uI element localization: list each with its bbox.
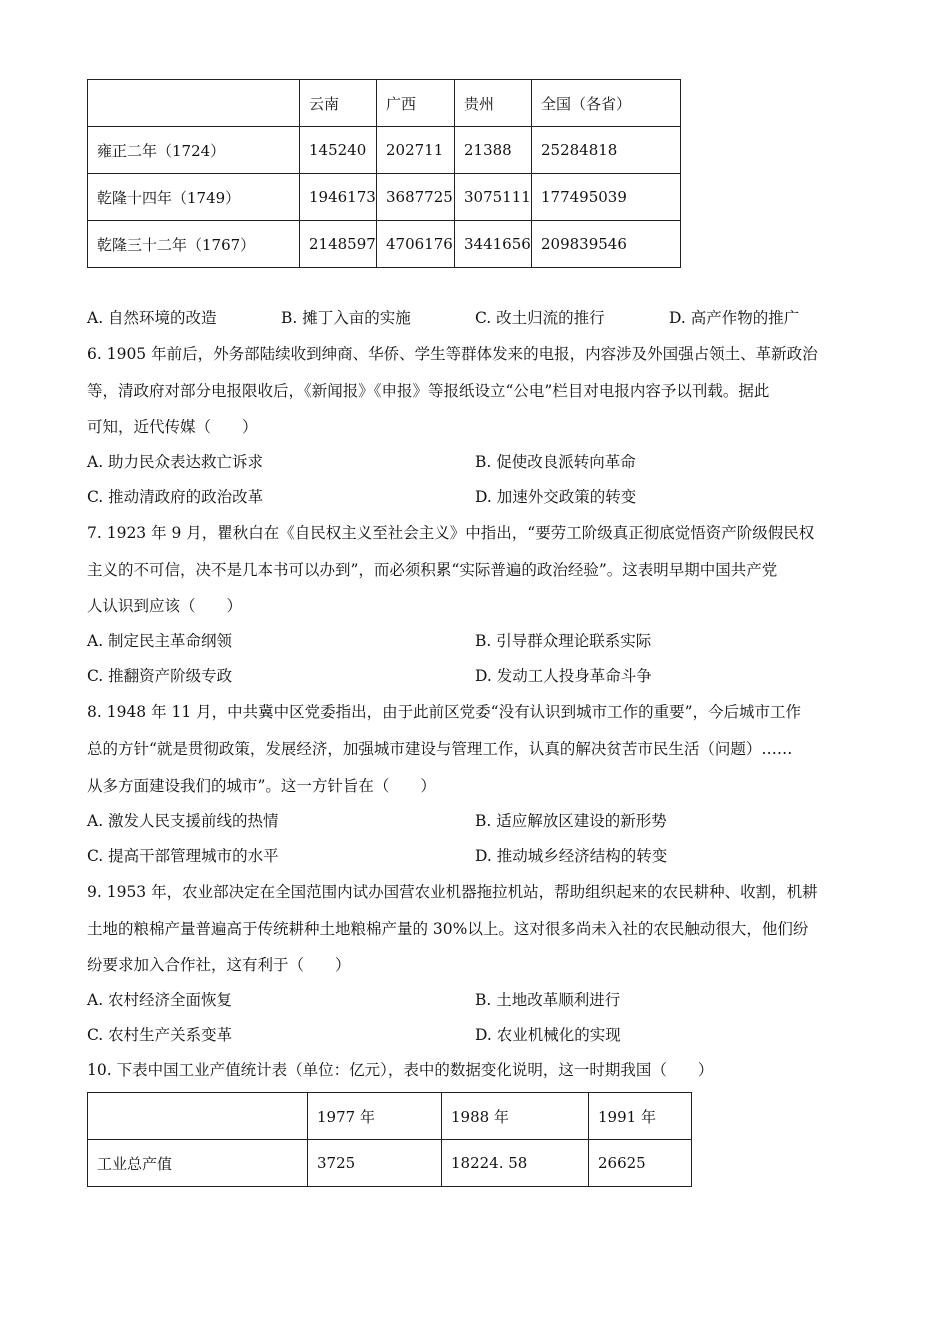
q9-stem-line: 土地的粮棉产量普遍高于传统耕种土地粮棉产量的 30%以上。这对很多尚未入社的农民触动很大，他们纷: [87, 920, 809, 938]
table-cell: 21388: [455, 127, 532, 174]
q7-stem-line: 主义的不可信，决不是几本书可以办到”，而必须积累“实际普遍的政治经验”。这表明早期中国共产党: [87, 561, 778, 579]
table-cell: 26625: [589, 1140, 692, 1187]
q10-stem: 10. 下表中国工业产值统计表（单位：亿元），表中的数据变化说明，这一时期我国（ ）: [87, 1061, 714, 1079]
table-header-cell: 广西: [377, 80, 455, 127]
option-c[interactable]: C. 农村生产关系变革: [87, 1026, 233, 1044]
table-cell: 25284818: [532, 127, 681, 174]
q6-stem-line: 6. 1905 年前后，外务部陆续收到绅商、华侨、学生等群体发来的电报，内容涉及外国强占领土、革新政治: [87, 345, 818, 363]
option-d[interactable]: D. 农业机械化的实现: [475, 1026, 621, 1044]
q7-stem-line: 7. 1923 年 9 月，瞿秋白在《自民权主义至社会主义》中指出，“要劳工阶级真正彻底觉悟资产阶级假民权: [87, 524, 815, 542]
table-cell: 3687725: [377, 174, 455, 221]
q9-options-row: [87, 989, 867, 1011]
q7-options-row: [87, 630, 867, 652]
table-cell: 3725: [308, 1140, 442, 1187]
table-header-cell: 云南: [300, 80, 377, 127]
option-d[interactable]: D. 发动工人投身革命斗争: [475, 667, 652, 685]
q6-stem-line: 等，清政府对部分电报限收后，《新闻报》《申报》等报纸设立“公电”栏目对电报内容予以刊载。据此: [87, 382, 770, 400]
option-b[interactable]: B. 适应解放区建设的新形势: [475, 812, 667, 830]
option-c[interactable]: C. 推动清政府的政治改革: [87, 488, 264, 506]
option-c[interactable]: C. 推翻资产阶级专政: [87, 667, 233, 685]
q7-options-row: [87, 665, 867, 687]
table-cell: 18224. 58: [442, 1140, 589, 1187]
q8-stem-line: 总的方针“就是贯彻政策，发展经济，加强城市建设与管理工作，认真的解决贫苦市民生活（问题）……: [87, 740, 793, 758]
q8-stem-line: 8. 1948 年 11 月，中共冀中区党委指出，由于此前区党委“没有认识到城市工作的重要”，今后城市工作: [87, 703, 802, 721]
table-header-row: [88, 80, 681, 127]
option-a[interactable]: A. 制定民主革命纲领: [87, 632, 233, 650]
table-header-cell: [88, 80, 300, 127]
option-b[interactable]: B. 土地改革顺利进行: [475, 991, 621, 1009]
table-cell: 202711: [377, 127, 455, 174]
table-row: [88, 221, 681, 268]
table-cell: 3075111: [455, 174, 532, 221]
option-a[interactable]: A. 助力民众表达救亡诉求: [87, 453, 264, 471]
q9-stem-line: 纷要求加入合作社，这有利于（ ）: [87, 956, 351, 974]
table-cell: 209839546: [532, 221, 681, 268]
option-a[interactable]: A. 自然环境的改造: [87, 309, 217, 327]
table-row: [88, 1140, 692, 1187]
industrial-output-table: [87, 1092, 692, 1187]
table-cell: 177495039: [532, 174, 681, 221]
table-cell: 2148597: [300, 221, 377, 268]
q9-stem-line: 9. 1953 年，农业部决定在全国范围内试办国营农业机器拖拉机站，帮助组织起来的农民耕种、收割，机耕: [87, 883, 818, 901]
table-cell: 3441656: [455, 221, 532, 268]
q9-options-row: [87, 1024, 867, 1046]
option-b[interactable]: B. 引导群众理论联系实际: [475, 632, 652, 650]
q6-options-row: [87, 451, 867, 473]
table-header-cell: 贵州: [455, 80, 532, 127]
q6-options-row: [87, 486, 867, 508]
q5-options: [87, 307, 867, 329]
table-cell: 145240: [300, 127, 377, 174]
table-header-cell: 1977 年: [308, 1093, 442, 1140]
table-row: [88, 174, 681, 221]
table-cell: 4706176: [377, 221, 455, 268]
table-header-cell: 1988 年: [442, 1093, 589, 1140]
option-b[interactable]: B. 促使改良派转向革命: [475, 453, 636, 471]
table-cell: 乾隆十四年（1749）: [88, 174, 300, 221]
option-d[interactable]: D. 推动城乡经济结构的转变: [475, 847, 668, 865]
population-table: [87, 79, 681, 268]
table-cell: 雍正二年（1724）: [88, 127, 300, 174]
q6-stem-line: 可知，近代传媒（ ）: [87, 418, 258, 436]
table-header-cell: 全国（各省）: [532, 80, 681, 127]
option-d[interactable]: D. 加速外交政策的转变: [475, 488, 637, 506]
q8-options-row: [87, 810, 867, 832]
option-b[interactable]: B. 摊丁入亩的实施: [281, 309, 411, 327]
q8-options-row: [87, 845, 867, 867]
option-a[interactable]: A. 激发人民支援前线的热情: [87, 812, 279, 830]
table-header-cell: 1991 年: [589, 1093, 692, 1140]
option-d[interactable]: D. 高产作物的推广: [669, 309, 800, 327]
table-cell: 1946173: [300, 174, 377, 221]
table-header-row: [88, 1093, 692, 1140]
table-cell: 工业总产值: [88, 1140, 308, 1187]
q8-stem-line: 从多方面建设我们的城市”。这一方针旨在（ ）: [87, 777, 436, 795]
table-row: [88, 127, 681, 174]
q7-stem-line: 人认识到应该（ ）: [87, 597, 243, 615]
option-c[interactable]: C. 提高干部管理城市的水平: [87, 847, 279, 865]
option-c[interactable]: C. 改土归流的推行: [475, 309, 605, 327]
option-a[interactable]: A. 农村经济全面恢复: [87, 991, 233, 1009]
table-header-cell: [88, 1093, 308, 1140]
table-cell: 乾隆三十二年（1767）: [88, 221, 300, 268]
